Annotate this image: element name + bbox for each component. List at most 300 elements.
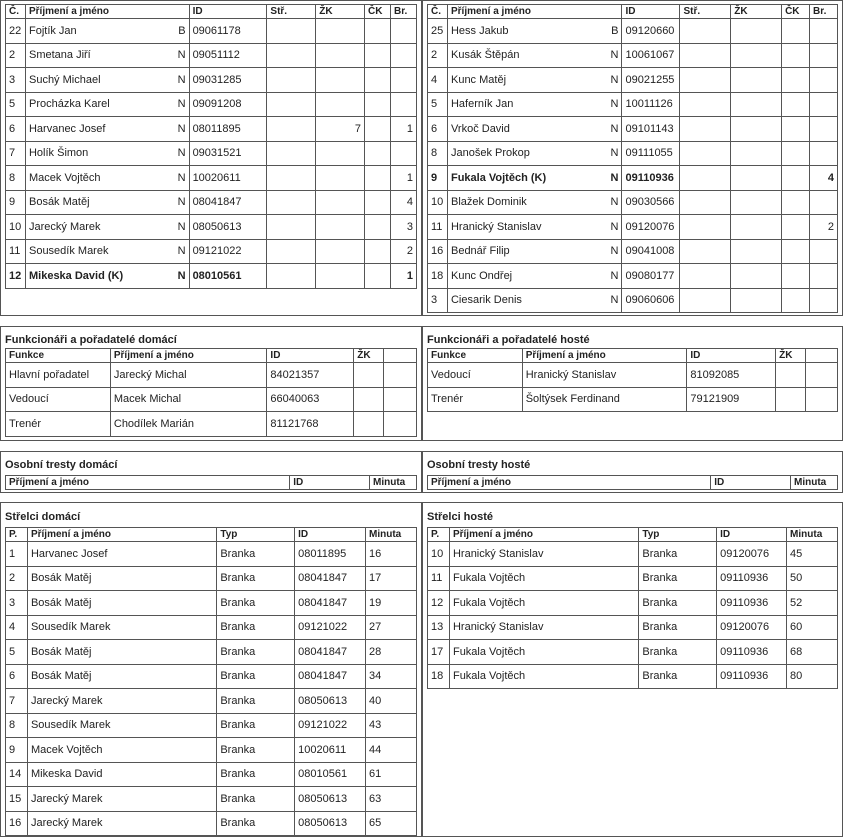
scorer-row <box>6 738 417 763</box>
player-str <box>680 264 731 289</box>
official-name: Chodílek Marián <box>110 412 267 437</box>
scorer-row <box>6 615 417 640</box>
player-str <box>267 190 316 215</box>
official-id: 81121768 <box>267 412 354 437</box>
official-row <box>6 387 417 412</box>
player-zk <box>316 43 365 68</box>
player-br <box>391 43 417 68</box>
col-type: Typ <box>639 528 717 542</box>
player-name-cell <box>25 19 189 44</box>
col-name: Příjmení a jméno <box>110 349 267 363</box>
official-blank <box>806 387 838 412</box>
player-row <box>6 264 417 289</box>
scorer-minute: 27 <box>366 615 417 640</box>
player-name-cell <box>25 190 189 215</box>
official-id: 81092085 <box>687 363 776 388</box>
player-zk <box>316 190 365 215</box>
player-position: N <box>610 122 619 135</box>
player-br <box>810 68 838 93</box>
scorer-type: Branka <box>639 640 717 665</box>
player-id: 09111055 <box>622 141 680 166</box>
player-br <box>391 92 417 117</box>
player-br: 1 <box>391 166 417 191</box>
home-lineup-header <box>6 5 417 19</box>
player-ck <box>365 264 391 289</box>
scorer-id: 09110936 <box>717 566 787 591</box>
scorer-order: 7 <box>6 689 28 714</box>
scorer-name: Bosák Matěj <box>27 640 216 665</box>
home-lineup-table <box>5 4 417 289</box>
scorer-id: 08041847 <box>295 640 366 665</box>
player-number: 9 <box>6 190 26 215</box>
col-ck: ČK <box>365 5 391 19</box>
scorer-order: 18 <box>428 664 450 689</box>
scorer-minute: 80 <box>787 664 838 689</box>
scorer-name: Fukala Vojtěch <box>449 566 638 591</box>
scorer-minute: 40 <box>366 689 417 714</box>
player-name-cell <box>447 43 622 68</box>
player-name: Ciesarik Denis <box>450 294 522 307</box>
player-name-cell <box>447 239 622 264</box>
scorer-id: 09120076 <box>717 615 787 640</box>
player-br: 3 <box>391 215 417 240</box>
player-str <box>267 43 316 68</box>
player-br <box>810 288 838 313</box>
scorer-type: Branka <box>639 664 717 689</box>
player-name: Bednář Filip <box>450 245 510 258</box>
col-id: ID <box>267 349 354 363</box>
player-ck <box>365 166 391 191</box>
official-zk <box>354 412 384 437</box>
player-name: Janošek Prokop <box>450 147 530 160</box>
player-ck <box>365 68 391 93</box>
scorer-name: Hranický Stanislav <box>449 542 638 567</box>
player-name-cell <box>447 19 622 44</box>
player-id: 08010561 <box>189 264 267 289</box>
official-blank <box>384 363 417 388</box>
player-zk: 7 <box>316 117 365 142</box>
col-name: Příjmení a jméno <box>522 349 687 363</box>
home-scorers-header <box>6 528 417 542</box>
official-function: Vedoucí <box>6 387 111 412</box>
player-ck <box>782 68 810 93</box>
official-name: Šoltýsek Ferdinand <box>522 387 687 412</box>
scorer-order: 16 <box>6 811 28 836</box>
player-name: Hess Jakub <box>450 24 509 37</box>
player-name-cell <box>447 141 622 166</box>
scorer-row <box>428 591 838 616</box>
scorer-name: Bosák Matěj <box>27 591 216 616</box>
player-name: Kunc Matěj <box>450 73 507 86</box>
scorer-type: Branka <box>217 664 295 689</box>
player-id: 09031521 <box>189 141 267 166</box>
col-zk: ŽK <box>354 349 384 363</box>
player-position: N <box>610 245 619 258</box>
player-ck <box>365 215 391 240</box>
player-str <box>267 19 316 44</box>
col-br: Br. <box>391 5 417 19</box>
col-p: P. <box>6 528 28 542</box>
player-zk <box>316 92 365 117</box>
col-minute: Minuta <box>787 528 838 542</box>
player-br: 2 <box>810 215 838 240</box>
scorer-type: Branka <box>217 787 295 812</box>
scorer-name: Sousedík Marek <box>27 713 216 738</box>
scorer-id: 08011895 <box>295 542 366 567</box>
scorer-row <box>428 566 838 591</box>
scorer-order: 11 <box>428 566 450 591</box>
player-name-cell <box>25 68 189 93</box>
player-position: N <box>610 294 619 307</box>
player-position: N <box>610 269 619 282</box>
player-id: 09051112 <box>189 43 267 68</box>
player-name: Kunc Ondřej <box>450 269 513 282</box>
scorer-minute: 61 <box>366 762 417 787</box>
player-number: 22 <box>6 19 26 44</box>
official-zk <box>354 387 384 412</box>
player-row <box>6 68 417 93</box>
player-str <box>267 166 316 191</box>
player-id: 09110936 <box>622 166 680 191</box>
player-row <box>428 43 838 68</box>
player-number: 11 <box>428 215 448 240</box>
player-id: 08011895 <box>189 117 267 142</box>
official-blank <box>384 412 417 437</box>
player-ck <box>782 215 810 240</box>
player-id: 10020611 <box>189 166 267 191</box>
official-row <box>428 363 838 388</box>
scorer-order: 1 <box>6 542 28 567</box>
player-name: Sousedík Marek <box>28 245 109 258</box>
player-br: 1 <box>391 117 417 142</box>
scorer-id: 09120076 <box>717 542 787 567</box>
scorer-minute: 28 <box>366 640 417 665</box>
scorer-name: Mikeska David <box>27 762 216 787</box>
scorer-row <box>6 689 417 714</box>
player-number: 10 <box>6 215 26 240</box>
player-name-cell <box>447 68 622 93</box>
scorer-minute: 17 <box>366 566 417 591</box>
player-str <box>680 117 731 142</box>
col-id: ID <box>711 476 791 490</box>
player-row <box>428 117 838 142</box>
player-id: 09041008 <box>622 239 680 264</box>
col-name: Příjmení a jméno <box>447 5 622 19</box>
scorer-row <box>428 664 838 689</box>
col-type: Typ <box>217 528 295 542</box>
away-lineup-header <box>428 5 838 19</box>
home-penalties-title: Osobní tresty domácí <box>5 459 118 471</box>
player-number: 2 <box>428 43 448 68</box>
col-func: Funkce <box>6 349 111 363</box>
player-number: 6 <box>6 117 26 142</box>
player-ck <box>782 190 810 215</box>
player-name: Hranický Stanislav <box>450 220 542 233</box>
player-str <box>680 92 731 117</box>
player-position: B <box>178 24 186 37</box>
player-row <box>428 239 838 264</box>
player-zk <box>316 215 365 240</box>
scorer-id: 08050613 <box>295 811 366 836</box>
player-str <box>267 117 316 142</box>
player-name-cell <box>447 215 622 240</box>
player-id: 09120660 <box>622 19 680 44</box>
player-ck <box>365 19 391 44</box>
player-position: N <box>177 196 186 209</box>
player-position: N <box>610 147 619 160</box>
player-id: 10011126 <box>622 92 680 117</box>
scorer-minute: 43 <box>366 713 417 738</box>
player-br: 4 <box>391 190 417 215</box>
player-id: 09080177 <box>622 264 680 289</box>
player-ck <box>782 239 810 264</box>
scorer-order: 6 <box>6 664 28 689</box>
player-name-cell <box>447 264 622 289</box>
col-no: Č. <box>428 5 448 19</box>
player-br <box>391 68 417 93</box>
official-row <box>6 412 417 437</box>
player-position: N <box>610 73 619 86</box>
player-position: N <box>610 171 619 184</box>
player-row <box>6 117 417 142</box>
player-zk <box>731 166 782 191</box>
player-id: 08041847 <box>189 190 267 215</box>
scorer-type: Branka <box>217 713 295 738</box>
player-name: Smetana Jiří <box>28 49 91 62</box>
player-id: 09021255 <box>622 68 680 93</box>
player-ck <box>782 19 810 44</box>
player-name-cell <box>25 141 189 166</box>
player-str <box>267 215 316 240</box>
official-row <box>428 387 838 412</box>
scorer-id: 09121022 <box>295 713 366 738</box>
player-position: N <box>177 245 186 258</box>
player-row <box>6 19 417 44</box>
player-zk <box>731 92 782 117</box>
away-scorers-header <box>428 528 838 542</box>
player-row <box>428 288 838 313</box>
col-minute: Minuta <box>370 476 417 490</box>
official-name: Hranický Stanislav <box>522 363 687 388</box>
player-number: 5 <box>6 92 26 117</box>
player-position: N <box>177 122 186 135</box>
scorer-type: Branka <box>217 591 295 616</box>
player-zk <box>731 141 782 166</box>
player-name-cell <box>447 166 622 191</box>
col-p: P. <box>428 528 450 542</box>
player-name-cell <box>447 288 622 313</box>
player-zk <box>731 117 782 142</box>
player-name-cell <box>447 117 622 142</box>
player-number: 6 <box>428 117 448 142</box>
player-str <box>680 288 731 313</box>
player-ck <box>782 141 810 166</box>
player-position: N <box>177 220 186 233</box>
scorer-name: Harvanec Josef <box>27 542 216 567</box>
player-zk <box>731 190 782 215</box>
player-id: 10061067 <box>622 43 680 68</box>
scorer-name: Sousedík Marek <box>27 615 216 640</box>
scorer-row <box>6 787 417 812</box>
away-officials-title: Funkcionáři a pořadatelé hosté <box>427 334 590 346</box>
col-zk: ŽK <box>316 5 365 19</box>
player-br <box>810 141 838 166</box>
player-str <box>680 166 731 191</box>
player-zk <box>731 68 782 93</box>
scorer-minute: 60 <box>787 615 838 640</box>
player-str <box>680 239 731 264</box>
col-id: ID <box>622 5 680 19</box>
scorer-id: 08010561 <box>295 762 366 787</box>
scorer-row <box>6 762 417 787</box>
official-blank <box>806 363 838 388</box>
official-name: Jarecký Michal <box>110 363 267 388</box>
scorer-order: 3 <box>6 591 28 616</box>
player-row <box>6 141 417 166</box>
scorer-minute: 50 <box>787 566 838 591</box>
scorer-order: 10 <box>428 542 450 567</box>
player-number: 8 <box>428 141 448 166</box>
player-number: 5 <box>428 92 448 117</box>
player-str <box>680 141 731 166</box>
player-str <box>680 43 731 68</box>
player-zk <box>731 43 782 68</box>
away-penalties-table <box>427 475 838 490</box>
player-name: Mikeska David (K) <box>28 269 124 282</box>
scorer-name: Fukala Vojtěch <box>449 640 638 665</box>
home-scorers-table <box>5 527 417 836</box>
scorer-order: 17 <box>428 640 450 665</box>
scorer-id: 10020611 <box>295 738 366 763</box>
official-function: Trenér <box>428 387 523 412</box>
away-officials-table <box>427 348 838 412</box>
player-row <box>428 19 838 44</box>
player-id: 09031285 <box>189 68 267 93</box>
home-penalties-table <box>5 475 417 490</box>
player-number: 4 <box>428 68 448 93</box>
scorer-name: Bosák Matěj <box>27 566 216 591</box>
scorer-type: Branka <box>639 542 717 567</box>
player-name: Fojtík Jan <box>28 24 77 37</box>
player-name: Jarecký Marek <box>28 220 101 233</box>
col-name: Příjmení a jméno <box>428 476 711 490</box>
player-br <box>391 141 417 166</box>
player-ck <box>365 92 391 117</box>
player-position: N <box>610 220 619 233</box>
player-name: Suchý Michael <box>28 73 101 86</box>
player-name-cell <box>25 264 189 289</box>
scorer-type: Branka <box>217 762 295 787</box>
player-position: N <box>177 171 186 184</box>
scorer-row <box>6 811 417 836</box>
player-str <box>267 141 316 166</box>
scorer-id: 08050613 <box>295 689 366 714</box>
player-id: 09120076 <box>622 215 680 240</box>
col-str: Stř. <box>267 5 316 19</box>
player-position: N <box>610 196 619 209</box>
home-officials-header <box>6 349 417 363</box>
away-officials-header <box>428 349 838 363</box>
player-number: 11 <box>6 239 26 264</box>
player-row <box>428 68 838 93</box>
scorer-name: Jarecký Marek <box>27 787 216 812</box>
player-str <box>267 239 316 264</box>
player-number: 25 <box>428 19 448 44</box>
player-ck <box>782 43 810 68</box>
scorer-row <box>6 664 417 689</box>
player-str <box>680 190 731 215</box>
col-id: ID <box>295 528 366 542</box>
player-str <box>680 19 731 44</box>
player-name-cell <box>25 43 189 68</box>
player-number: 3 <box>6 68 26 93</box>
player-row <box>6 190 417 215</box>
player-str <box>680 215 731 240</box>
player-number: 2 <box>6 43 26 68</box>
scorer-minute: 65 <box>366 811 417 836</box>
player-number: 9 <box>428 166 448 191</box>
player-name: Kusák Štěpán <box>450 49 520 62</box>
player-br <box>391 19 417 44</box>
col-id: ID <box>717 528 787 542</box>
player-id: 09030566 <box>622 190 680 215</box>
scorer-row <box>428 542 838 567</box>
player-name: Blažek Dominik <box>450 196 527 209</box>
scorer-id: 08050613 <box>295 787 366 812</box>
player-zk <box>731 288 782 313</box>
scorer-row <box>428 615 838 640</box>
player-number: 3 <box>428 288 448 313</box>
player-position: N <box>177 269 186 282</box>
player-br: 2 <box>391 239 417 264</box>
away-scorers-title: Střelci hosté <box>427 511 494 523</box>
player-ck <box>782 264 810 289</box>
player-zk <box>316 68 365 93</box>
col-blank <box>384 349 417 363</box>
official-zk <box>776 363 806 388</box>
player-zk <box>316 264 365 289</box>
player-zk <box>316 141 365 166</box>
player-zk <box>316 19 365 44</box>
player-name: Procházka Karel <box>28 98 110 111</box>
official-zk <box>354 363 384 388</box>
player-ck <box>782 92 810 117</box>
player-zk <box>731 215 782 240</box>
away-penalties-header <box>428 476 838 490</box>
scorer-type: Branka <box>217 738 295 763</box>
official-name: Macek Michal <box>110 387 267 412</box>
player-row <box>6 166 417 191</box>
player-zk <box>316 239 365 264</box>
col-br: Br. <box>810 5 838 19</box>
player-number: 10 <box>428 190 448 215</box>
scorer-row <box>6 566 417 591</box>
col-zk: ŽK <box>731 5 782 19</box>
col-str: Stř. <box>680 5 731 19</box>
scorer-minute: 34 <box>366 664 417 689</box>
player-br <box>810 19 838 44</box>
scorer-minute: 16 <box>366 542 417 567</box>
col-no: Č. <box>6 5 26 19</box>
away-penalties-title: Osobní tresty hosté <box>427 459 531 471</box>
player-ck <box>365 141 391 166</box>
home-scorers-title: Střelci domácí <box>5 511 81 523</box>
player-id: 09060606 <box>622 288 680 313</box>
player-ck <box>782 117 810 142</box>
col-name: Příjmení a jméno <box>27 528 216 542</box>
player-position: N <box>177 147 186 160</box>
player-name: Vrkoč David <box>450 122 510 135</box>
